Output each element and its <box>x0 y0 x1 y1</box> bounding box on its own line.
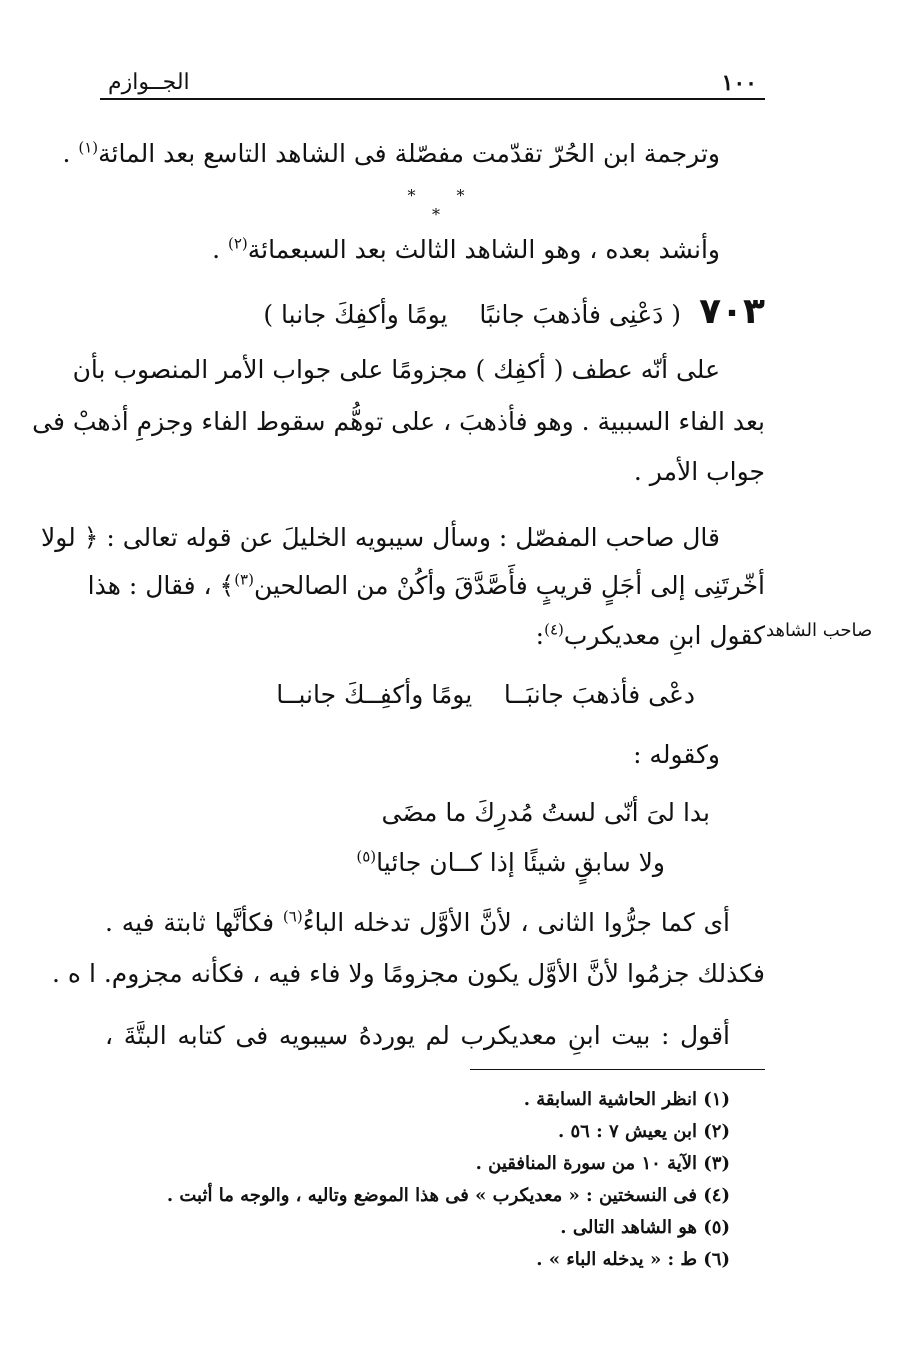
text: أخّرتَنِى إلى أجَلٍ قريبٍ فأَصَّدَّقَ وأكُنْ من الصالحين <box>253 571 765 600</box>
footnote-2: (٢) ابن يعيش ٧ : ٥٦ . <box>557 1121 730 1142</box>
text: كقول ابنِ معديكرب <box>563 621 765 650</box>
witness-verse: ( دَعْنِى فأذهبَ جانبًا يومًا وأكفِكَ جانبا ) <box>263 300 682 329</box>
footnote-6: (٦) ط : « يدخله الباء » . <box>536 1249 730 1270</box>
and-like-his-saying: وكقوله : <box>633 740 720 769</box>
footnote-ref: (٣) <box>234 570 254 589</box>
section-title: الجــوازم <box>108 70 190 95</box>
text: ﴾ ، فقال : هذا <box>87 571 235 600</box>
paragraph-1-line-3: جواب الأمر . <box>633 457 765 486</box>
footnote-ref: (٥) <box>356 847 377 866</box>
text: : <box>535 621 545 650</box>
paragraph-2-line-2 <box>87 566 765 606</box>
section-divider-asterisks: * * * <box>407 186 483 224</box>
text: فكأنَّها ثابتة فيه . <box>105 908 275 937</box>
paragraph-recitation: وأنشد بعده ، وهو الشاهد الثالث بعد السبعمائة$^{(٢)}$ . <box>212 234 720 264</box>
paragraph-1-line-2: بعد الفاء السببية . وهو فأذهبَ ، على توهُّم سقوط الفاء وجزمِ أذهبْ فى <box>32 407 765 436</box>
paragraph-translation-note: وترجمة ابن الحُرّ تقدّمت مفصّلة فى الشاهد التاسع بعد المائة$^{(١)}$ . <box>62 138 720 168</box>
footnote-ref: (١) <box>78 138 99 157</box>
paragraph-3-line-2: فكذلك جزمُوا لأنَّ الأوَّل يكون مجزومًا ولا فاء فيه ، فكأنه مجزوم. ا ه . <box>52 959 765 988</box>
witness-number: ٧٠٣ <box>699 291 765 332</box>
paragraph-2-line-1: قال صاحب المفصّل : وسأل سيبويه الخليلَ عن قوله تعالى : ﴿ لولا <box>41 523 720 552</box>
paragraph-2-line-3 <box>536 616 765 656</box>
verse-quote-1: دعْى فأذهبَ جانبَــا يومًا وأكفِــكَ جانبــا <box>276 680 695 709</box>
margin-note: صاحب الشاهد <box>766 620 873 641</box>
text: وترجمة ابن الحُرّ تقدّمت مفصّلة فى الشاهد التاسع بعد المائة <box>98 139 720 168</box>
paragraph-4-line-1: أقول : بيت ابنِ معديكرب لم يوردهُ سيبويه فى كتابه البتَّةَ ، <box>105 1021 730 1050</box>
footnote-4: (٤) فى النسختين : « معديكرب » فى هذا الموضع وتاليه ، والوجه ما أثبت . <box>166 1185 730 1206</box>
paragraph-3-line-1 <box>105 903 730 943</box>
footnote-ref: (٢) <box>227 234 248 253</box>
paragraph-1-line-1: على أنّه عطف ( أكفِك ) مجزومًا على جواب الأمر المنصوب بأن <box>72 355 720 384</box>
page-number: ١٠٠ <box>721 70 757 96</box>
witness-line <box>263 292 765 335</box>
running-head <box>100 68 765 100</box>
footnote-ref: (٦) <box>282 907 303 926</box>
text: وأنشد بعده ، وهو الشاهد الثالث بعد السبعمائة <box>247 235 720 264</box>
footnote-1: (١) انظر الحاشية السابقة . <box>523 1089 730 1110</box>
footnote-5: (٥) هو الشاهد التالى . <box>560 1217 730 1238</box>
footnote-rule <box>470 1069 765 1070</box>
verse-quote-2-line-1: بدا لىَ أنّى لستُ مُدرِكَ ما مضَى <box>381 798 710 827</box>
footnote-ref: (٤) <box>544 620 564 639</box>
text: أى كما جرُّوا الثانى ، لأنَّ الأوَّل تدخله الباءُ <box>302 908 731 937</box>
text: ولا سابقٍ شيئًا إذا كــان جائيا <box>376 848 665 877</box>
verse-quote-2-line-2 <box>356 843 665 883</box>
footnote-3: (٣) الآية ١٠ من سورة المنافقين . <box>475 1153 730 1174</box>
